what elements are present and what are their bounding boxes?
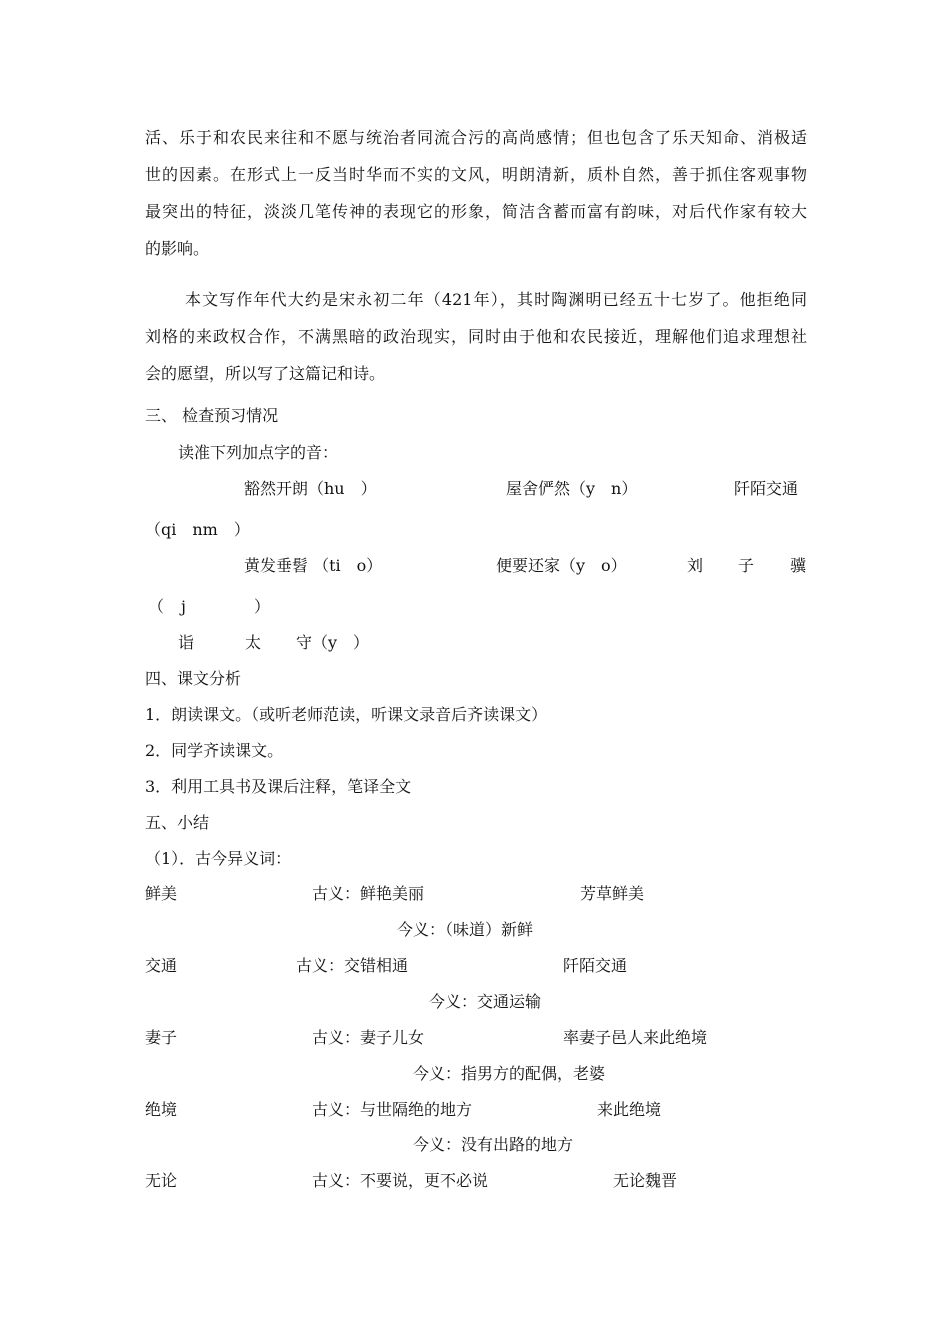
pronunciation-item: 阡陌交通 bbox=[734, 479, 799, 498]
term-word: 交通 bbox=[145, 956, 178, 975]
list-item: 3．利用工具书及课后注释，笔译全文 bbox=[145, 777, 412, 796]
term-ancient-meaning: 古义：交错相通 bbox=[296, 956, 409, 975]
pronunciation-continuation: （qi nm ） bbox=[145, 520, 250, 539]
term-ancient-meaning: 古义：鲜艳美丽 bbox=[312, 884, 425, 903]
pronunciation-item: 屋舍俨然（y n） bbox=[506, 479, 638, 498]
paragraph-2 bbox=[145, 290, 807, 401]
term-example: 来此绝境 bbox=[597, 1100, 662, 1119]
pronunciation-char: 子 bbox=[738, 556, 755, 575]
term-modern-meaning: 今义：没有出路的地方 bbox=[413, 1135, 574, 1154]
term-word: 绝境 bbox=[145, 1100, 178, 1119]
pronunciation-char: 太 bbox=[245, 633, 262, 652]
term-ancient-meaning: 古义：与世隔绝的地方 bbox=[312, 1100, 473, 1119]
term-modern-meaning: 今义：交通运输 bbox=[429, 992, 542, 1011]
pronunciation-item: 豁然开朗（hu ） bbox=[244, 479, 377, 498]
pronunciation-bracket: ） bbox=[254, 597, 271, 616]
section-3-instruction: 读准下列加点字的音： bbox=[178, 443, 339, 462]
section-3-heading: 三、 检查预习情况 bbox=[145, 406, 279, 425]
paragraph-line: 世的因素。在形式上一反当时华而不实的文风，明朗清新，质朴自然，善于抓住客观事物 bbox=[145, 165, 807, 184]
term-example: 阡陌交通 bbox=[563, 956, 628, 975]
pronunciation-item: 便要还家（y o） bbox=[496, 556, 627, 575]
term-example: 率妻子邑人来此绝境 bbox=[563, 1028, 708, 1047]
paragraph-line: 会的愿望，所以写了这篇记和诗。 bbox=[145, 364, 386, 383]
term-word: 鲜美 bbox=[145, 884, 178, 903]
section-5-subheading: （1）．古今异义词： bbox=[145, 849, 292, 868]
pronunciation-char: 刘 bbox=[687, 556, 704, 575]
term-ancient-meaning: 古义：不要说，更不必说 bbox=[312, 1171, 489, 1190]
pronunciation-letter: j bbox=[181, 597, 186, 616]
paragraph-line: 刘格的来政权合作，不满黑暗的政治现实，同时由于他和农民接近，理解他们追求理想社 bbox=[145, 327, 807, 346]
paragraph-line: 本文写作年代大约是宋永初二年（421年），其时陶渊明已经五十七岁了。他拒绝同 bbox=[185, 290, 807, 309]
term-modern-meaning: 今义：指男方的配偶，老婆 bbox=[413, 1064, 606, 1083]
paragraph-line: 最突出的特征，淡淡几笔传神的表现它的形象，简洁含蓄而富有韵味，对后代作家有较大 bbox=[145, 202, 807, 221]
term-example: 芳草鲜美 bbox=[580, 884, 645, 903]
term-word: 妻子 bbox=[145, 1028, 178, 1047]
list-item: 1．朗读课文。（或听老师范读，听课文录音后齐读课文） bbox=[145, 705, 548, 724]
section-5-heading: 五、小结 bbox=[145, 813, 210, 832]
term-word: 无论 bbox=[145, 1171, 178, 1190]
pronunciation-item: 守（y ） bbox=[296, 633, 370, 652]
term-example: 无论魏晋 bbox=[613, 1171, 678, 1190]
pronunciation-item: 黄发垂髫 （ti o） bbox=[244, 556, 383, 575]
term-modern-meaning: 今义：（味道）新鲜 bbox=[397, 920, 534, 939]
pronunciation-bracket: （ bbox=[148, 597, 165, 616]
paragraph-line: 活、乐于和农民来往和不愿与统治者同流合污的高尚感情；但也包含了乐天知命、消极适 bbox=[145, 128, 807, 147]
pronunciation-char: 诣 bbox=[178, 633, 195, 652]
section-4-heading: 四、课文分析 bbox=[145, 669, 242, 688]
paragraph-1 bbox=[145, 128, 807, 276]
list-item: 2．同学齐读课文。 bbox=[145, 741, 284, 760]
pronunciation-char: 骥 bbox=[790, 556, 807, 575]
paragraph-line: 的影响。 bbox=[145, 239, 210, 258]
term-ancient-meaning: 古义：妻子儿女 bbox=[312, 1028, 425, 1047]
